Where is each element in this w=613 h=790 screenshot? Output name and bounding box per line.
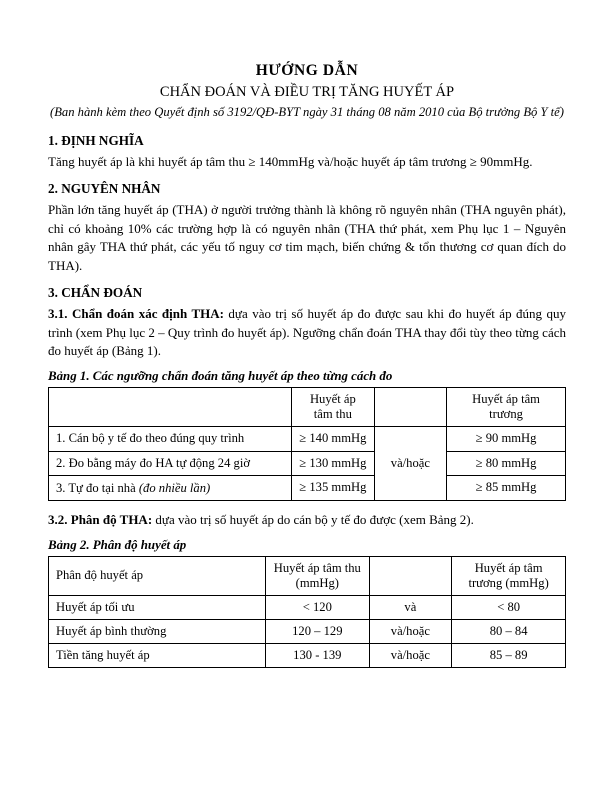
subsection-3-1-label: 3.1. Chẩn đoán xác định THA: [48, 306, 224, 322]
table-2-row-2-connector: và/hoặc [369, 643, 452, 667]
table-row-header [49, 556, 566, 595]
table-1-row-2-label-note: (đo nhiều lần) [138, 480, 211, 495]
table-row-header [49, 387, 566, 426]
section-paragraph-2: Phần lớn tăng huyết áp (THA) ở người trưởng thành là không rõ nguyên nhân (THA nguyên phát), chỉ có khoảng 10% các trường hợp là có nguyên nhân (THA thứ phát, xem Phụ lục 1 – Nguyên nhân gây THA thứ phát, các yếu tố nguy cơ tim mạch, biến chứng & tổn thương cơ quan đích do THA). [48, 202, 566, 273]
table-2-header-col-0: Phân độ huyết áp [49, 556, 266, 595]
section-heading-3: 3. CHẨN ĐOÁN [48, 285, 143, 301]
table-2-header-col-3: Huyết áp tâm trương (mmHg) [452, 556, 566, 595]
document-body [48, 62, 566, 678]
document-issuance-note: (Ban hành kèm theo Quyết định số 3192/QĐ-BYT ngày 31 tháng 08 năm 2010 của Bộ trưởng Bộ Y tế) [50, 105, 564, 119]
table-1 [48, 387, 566, 501]
table-1-row-1-diastolic: ≥ 80 mmHg [447, 451, 566, 476]
table-2 [48, 556, 566, 668]
table-row [49, 426, 566, 451]
subsection-3-2-text: dựa vào trị số huyết áp do cán bộ y tế đo được (xem Bảng 2). [152, 512, 474, 528]
section-heading-2: 2. NGUYÊN NHÂN [48, 181, 161, 197]
table-1-caption: Bảng 1. Các ngưỡng chẩn đoán tăng huyết áp theo từng cách đo [48, 368, 393, 383]
table-2-row-0-label: Huyết áp tối ưu [49, 595, 266, 619]
document-title: HƯỚNG DẪN [255, 62, 359, 79]
table-1-row-1-label: 2. Đo bằng máy đo HA tự động 24 giờ [49, 451, 292, 476]
table-2-row-2-label: Tiền tăng huyết áp [49, 643, 266, 667]
table-1-row-0-label: 1. Cán bộ y tế đo theo đúng quy trình [49, 426, 292, 451]
table-row [49, 619, 566, 643]
table-2-header-col-1: Huyết áp tâm thu (mmHg) [266, 556, 369, 595]
section-paragraph-1: Tăng huyết áp là khi huyết áp tâm thu ≥ 140mmHg và/hoặc huyết áp tâm trương ≥ 90mmHg. [48, 154, 533, 169]
table-2-caption: Bảng 2. Phân độ huyết áp [48, 537, 187, 552]
document-subtitle: CHẨN ĐOÁN VÀ ĐIỀU TRỊ TĂNG HUYẾT ÁP [159, 84, 455, 100]
table-2-row-1-systolic: 120 – 129 [266, 619, 369, 643]
table-2-row-1-connector: và/hoặc [369, 619, 452, 643]
table-1-row-2-systolic: ≥ 135 mmHg [291, 476, 374, 501]
table-row [49, 643, 566, 667]
table-2-row-2-diastolic: 85 – 89 [452, 643, 566, 667]
table-1-header-col-2 [374, 387, 446, 426]
table-row [49, 595, 566, 619]
table-row [49, 451, 566, 476]
table-2-header-col-2 [369, 556, 452, 595]
table-1-row-2-label-text: 3. Tự đo tại nhà [56, 480, 139, 495]
table-1-row-0-diastolic: ≥ 90 mmHg [447, 426, 566, 451]
subsection-3-2-label: 3.2. Phân độ THA: [48, 512, 153, 528]
table-1-header-col-0 [49, 387, 292, 426]
table-1-header-col-3: Huyết áp tâm trương [447, 387, 566, 426]
table-1-row-2-label [49, 476, 292, 501]
table-1-row-2-diastolic: ≥ 85 mmHg [447, 476, 566, 501]
table-row [49, 476, 566, 501]
table-2-row-0-connector: và [369, 595, 452, 619]
subsection-3-1-text: dựa vào trị số huyết áp đo được sau khi đo huyết áp đúng quy trình (xem Phụ lục 2 – Quy trình đo huyết áp). Ngưỡng chẩn đoán THA thay đổi tùy theo từng cách đo huyết áp (Bảng 1). [48, 306, 566, 359]
section-heading-1: 1. ĐỊNH NGHĨA [48, 133, 144, 148]
table-1-row-1-systolic: ≥ 130 mmHg [291, 451, 374, 476]
table-2-row-1-diastolic: 80 – 84 [452, 619, 566, 643]
table-2-row-0-systolic: < 120 [266, 595, 369, 619]
subsection-3-2 [48, 511, 566, 529]
table-2-row-2-systolic: 130 - 139 [266, 643, 369, 667]
table-1-connector: và/hoặc [374, 426, 446, 500]
table-1-row-0-systolic: ≥ 140 mmHg [291, 426, 374, 451]
table-1-header-col-1: Huyết áp tâm thu [291, 387, 374, 426]
table-2-row-0-diastolic: < 80 [452, 595, 566, 619]
subsection-3-1 [48, 305, 566, 360]
table-2-row-1-label: Huyết áp bình thường [49, 619, 266, 643]
